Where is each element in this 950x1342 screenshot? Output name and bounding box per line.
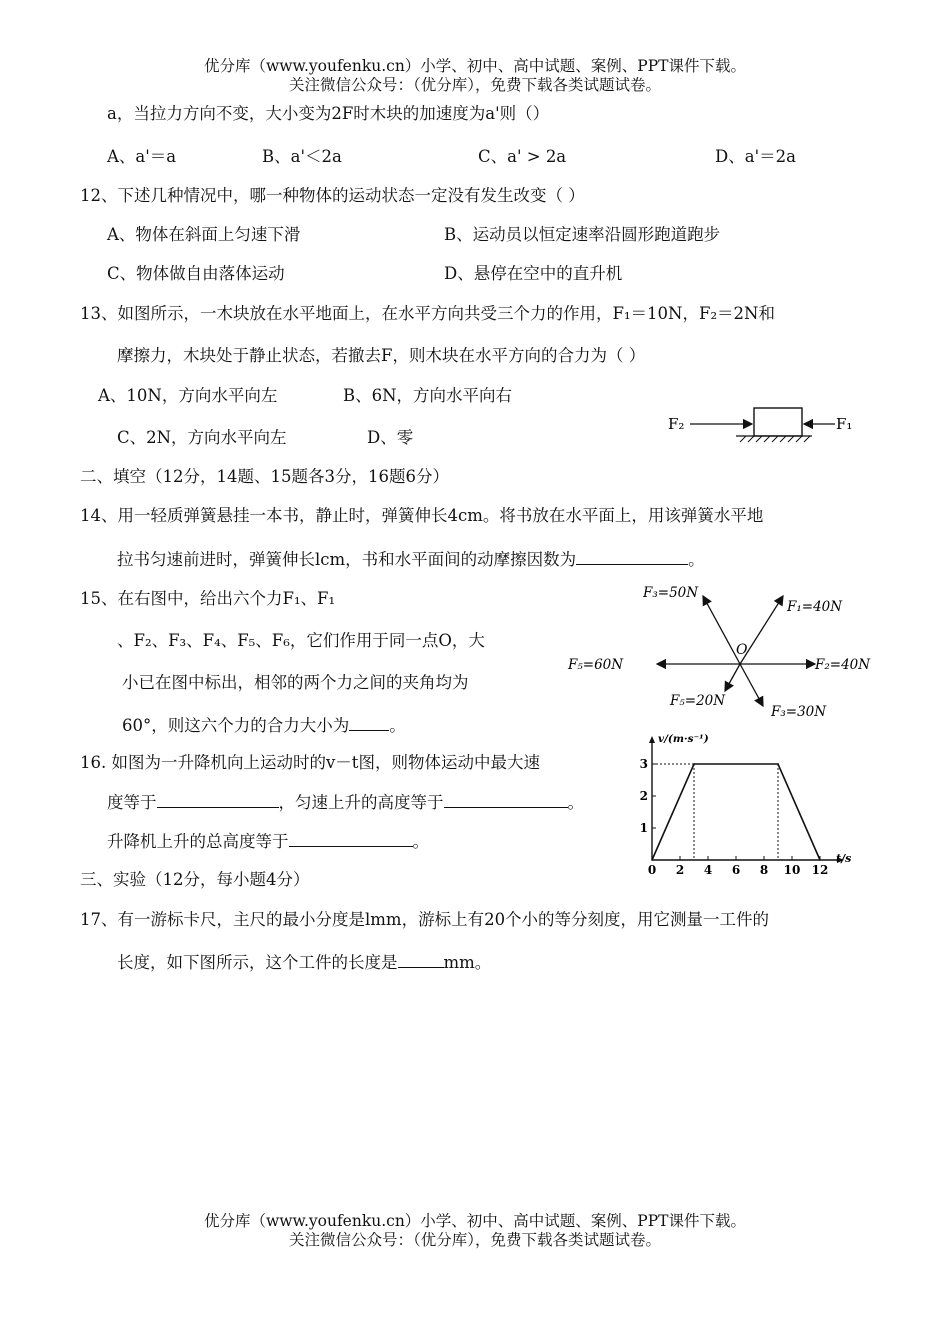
header-line-2: 关注微信公众号：（优分库），免费下载各类试题试卷。 [288,76,661,94]
q17-answer-blank[interactable] [398,951,444,968]
q13-right-force-label: F₁ [836,415,853,433]
q13-option-d: D、零 [367,428,414,447]
q16-max-speed-blank[interactable] [157,791,279,808]
vt-chart [638,728,878,878]
q16-text-d: 升降机上升的总高度等于 [107,832,289,851]
x-tick-label: 4 [703,863,713,877]
q14-answer-blank[interactable] [576,548,688,565]
q11-option-c: C、a' > 2a [478,147,567,166]
x-tick-label: 2 [675,863,685,877]
header-line-1: 优分库（www.youfenku.cn）小学、初中、高中试题、案例、PPT课件下载。 [203,57,747,75]
label-lower-left: F₅=20N [670,693,726,709]
q12-option-a: A、物体在斜面上匀速下滑 [107,225,301,244]
x-tick-label: 0 [647,863,657,877]
wooden-block [754,408,802,436]
x-tick-label: 12 [811,863,829,877]
footer-line-1: 优分库（www.youfenku.cn）小学、初中、高中试题、案例、PPT课件下载。 [203,1212,747,1230]
y-axis-arrow [649,736,655,743]
velocity-point [777,763,779,765]
q16-line-3 [107,830,429,853]
label-left: F₅=60N [568,657,624,673]
q14-text: 拉书匀速前进时，弹簧伸长lcm，书和水平面间的动摩擦因数为 [117,550,577,569]
q16-line-1: 16. 如图为一升降机向上运动时的v－t图，则物体运动中最大速 [80,753,540,772]
velocity-point [819,859,821,861]
q15-text: 60°，则这六个力的合力大小为 [122,716,350,735]
q15-line-2: 、F₂、F₃、F₄、F₅、F₆，它们作用于同一点O，大 [117,631,485,650]
section-2-heading: 二、填空（12分，14题、15题各3分，16题6分） [80,467,449,486]
q11-option-b: B、a'＜2a [262,147,342,166]
q11-option-d: D、a'＝2a [715,147,796,166]
q12-stem: 12、下述几种情况中，哪一种物体的运动状态一定没有发生改变（ ） [80,186,585,205]
q12-option-b: B、运动员以恒定速率沿圆形跑道跑步 [444,225,721,244]
x-tick-label: 10 [783,863,801,877]
f3-upper-left-arrow [703,596,740,664]
y-tick-label: 2 [639,789,648,803]
q13-stem-line-1: 13、如图所示，一木块放在水平地面上，在水平方向共受三个力的作用，F₁＝10N，F₂＝2N和 [80,304,775,323]
q15-line-4 [122,714,406,737]
q17-unit: mm。 [443,953,492,972]
q15-end: 。 [389,716,406,735]
q15-six-forces-figure [565,578,875,723]
q17-line-2 [117,951,491,974]
q13-stem-line-2: 摩擦力，木块处于静止状态，若撤去F，则木块在水平方向的合力为（ ） [117,346,646,365]
label-upper-right: F₁=40N [787,599,843,615]
q16-text-b: ，匀速上升的高度等于 [278,793,444,812]
f5-lower-left-arrow [725,664,740,691]
q16-text-c: 。 [567,793,584,812]
section-3-heading: 三、实验（12分，每小题4分） [80,870,310,889]
q16-text-e: 。 [412,832,429,851]
velocity-point [693,763,695,765]
q13-force-figure [660,398,870,450]
q16-uniform-height-blank[interactable] [444,791,568,808]
ground-hatching [740,436,810,442]
q14-line-1: 14、用一轻质弹簧悬挂一本书，静止时，弹簧伸长4cm。将书放在水平面上，用该弹簧水平地 [80,506,764,525]
q13-option-a: A、10N，方向水平向左 [98,386,278,405]
q16-text-a: 度等于 [107,793,157,812]
y-tick-label: 1 [639,821,648,835]
q12-option-c: C、物体做自由落体运动 [107,264,285,283]
q17-line-1: 17、有一游标卡尺，主尺的最小分度是lmm，游标上有20个小的等分刻度，用它测量一工件的 [80,910,770,929]
q17-text: 长度，如下图所示，这个工件的长度是 [117,953,398,972]
q16-total-height-blank[interactable] [289,830,413,847]
q15-line-1: 15、在右图中，给出六个力F₁、F₁ [80,589,336,608]
q13-left-force-label: F₂ [668,415,685,433]
q15-line-3: 小已在图中标出，相邻的两个力之间的夹角均为 [122,673,469,692]
q15-answer-blank[interactable] [349,714,389,731]
origin-label: O [736,642,748,658]
label-right: F₂=40N [815,657,871,673]
y-tick-label: 3 [639,757,648,771]
footer-line-2: 关注微信公众号：（优分库），免费下载各类试题试卷。 [288,1231,661,1249]
velocity-point [651,859,653,861]
q13-option-b: B、6N，方向水平向右 [343,386,513,405]
x-tick-label: 8 [759,863,769,877]
velocity-line [652,764,820,860]
x-tick-label: 6 [731,863,741,877]
label-lower-right: F₃=30N [771,704,827,720]
q14-line-2 [117,548,705,571]
label-upper-left: F₃=50N [643,585,699,601]
q14-end: 。 [688,550,705,569]
f3-lower-right-arrow [740,664,763,706]
q13-option-c: C、2N，方向水平向左 [117,428,287,447]
q11-option-a: A、a'＝a [107,147,177,166]
q11-continuation: a，当拉力方向不变，大小变为2F时木块的加速度为a'则（） [107,104,550,123]
q16-line-2 [107,791,584,814]
x-axis-label: t/s [836,852,852,865]
q12-option-d: D、悬停在空中的直升机 [444,264,623,283]
y-axis-label: v/(m·s⁻¹) [658,733,709,745]
